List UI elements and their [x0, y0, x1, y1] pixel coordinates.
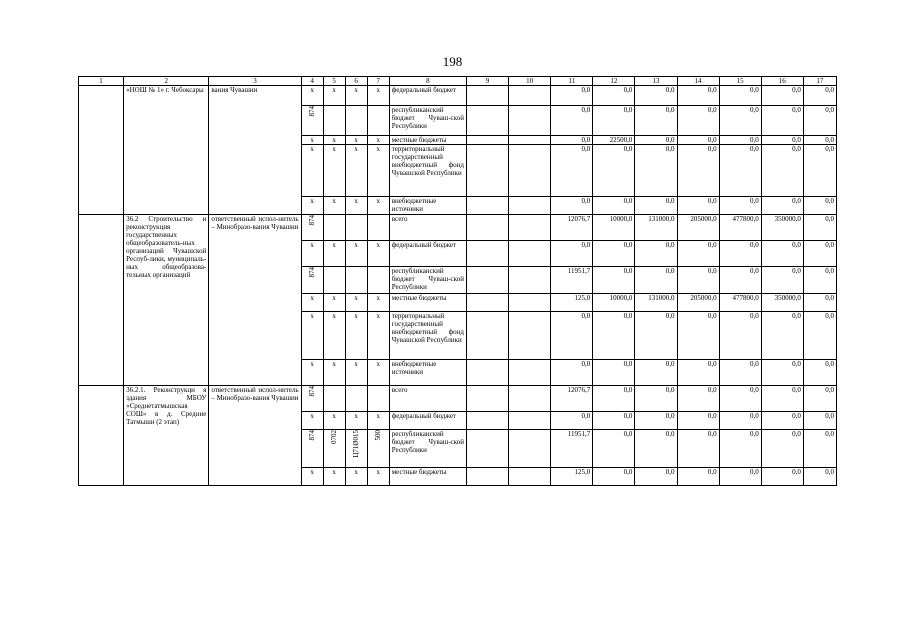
amount-cell: 0,0 [719, 267, 761, 294]
amount-cell: 0,0 [551, 241, 593, 267]
amount-cell: 0,0 [677, 136, 719, 145]
empty-cell [509, 215, 551, 241]
amount-cell: 125,0 [551, 468, 593, 486]
executor-cell: ответственный испол-нитель – Минобразо-вания Чувашии [209, 215, 301, 386]
amount-cell: 0,0 [761, 86, 803, 106]
amount-cell: 0,0 [803, 386, 836, 412]
empty-cell [466, 430, 508, 468]
funding-source-cell: федеральный бюджет [389, 412, 466, 430]
table-row [79, 215, 837, 241]
code-cell-c7: x [367, 412, 389, 430]
amount-cell: 0,0 [551, 197, 593, 215]
code-cell-c5: x [323, 86, 345, 106]
event-number-cell [79, 386, 124, 486]
code-cell-c7 [367, 106, 389, 136]
amount-cell: 0,0 [719, 136, 761, 145]
amount-cell: 0,0 [761, 197, 803, 215]
funding-source-cell: местные бюджеты [389, 468, 466, 486]
funding-source-cell: всего [389, 215, 466, 241]
empty-cell [466, 145, 508, 197]
code-cell-c5: x [323, 145, 345, 197]
amount-cell: 0,0 [593, 106, 635, 136]
code-cell-c4: x [301, 197, 323, 215]
code-cell-c6 [345, 386, 367, 412]
header-cell: 5 [323, 77, 345, 86]
amount-cell: 0,0 [677, 86, 719, 106]
code-cell-c4 [301, 430, 323, 468]
code-cell-c6: x [345, 294, 367, 312]
code-cell-c4: x [301, 241, 323, 267]
code-cell-c5: x [323, 360, 345, 386]
code-cell-c6: x [345, 412, 367, 430]
executor-cell: вания Чувашии [209, 86, 301, 215]
amount-cell: 0,0 [761, 136, 803, 145]
code-cell-c6 [345, 106, 367, 136]
empty-cell [509, 86, 551, 106]
event-name-cell: «НОШ № 1» г. Чебоксары [124, 86, 209, 215]
amount-cell: 0,0 [635, 386, 677, 412]
funding-source-cell: территориальный государственный внебюджетный фонд Чувашской Республики [389, 312, 466, 360]
amount-cell: 0,0 [719, 386, 761, 412]
empty-cell [466, 197, 508, 215]
code-cell-c6 [345, 267, 367, 294]
amount-cell: 0,0 [803, 430, 836, 468]
amount-cell: 0,0 [761, 145, 803, 197]
header-cell: 8 [389, 77, 466, 86]
amount-cell: 0,0 [551, 412, 593, 430]
empty-cell [509, 241, 551, 267]
vertical-code: 500 [374, 430, 383, 441]
executor-cell: ответственный испол-нитель – Минобразо-вания Чувашии [209, 386, 301, 486]
empty-cell [509, 136, 551, 145]
header-cell: 12 [593, 77, 635, 86]
code-cell-c4: x [301, 294, 323, 312]
code-cell-c5 [323, 267, 345, 294]
amount-cell: 0,0 [635, 145, 677, 197]
code-cell-c6: x [345, 312, 367, 360]
budget-table [78, 76, 837, 486]
amount-cell: 0,0 [803, 136, 836, 145]
header-cell: 16 [761, 77, 803, 86]
amount-cell: 131000,0 [635, 215, 677, 241]
amount-cell: 0,0 [635, 241, 677, 267]
amount-cell: 0,0 [677, 412, 719, 430]
code-cell-c5: x [323, 136, 345, 145]
amount-cell: 0,0 [635, 197, 677, 215]
empty-cell [509, 360, 551, 386]
empty-cell [509, 430, 551, 468]
event-number-cell [79, 86, 124, 215]
amount-cell: 0,0 [761, 386, 803, 412]
code-cell-c7: x [367, 86, 389, 106]
header-cell: 10 [509, 77, 551, 86]
amount-cell: 0,0 [677, 106, 719, 136]
header-cell: 15 [719, 77, 761, 86]
amount-cell: 0,0 [719, 360, 761, 386]
amount-cell: 477800,0 [719, 294, 761, 312]
amount-cell: 0,0 [593, 412, 635, 430]
amount-cell: 0,0 [677, 468, 719, 486]
amount-cell: 0,0 [719, 430, 761, 468]
amount-cell: 0,0 [593, 241, 635, 267]
header-cell: 2 [124, 77, 209, 86]
amount-cell: 0,0 [719, 106, 761, 136]
amount-cell: 205000,0 [677, 294, 719, 312]
code-cell-c5: x [323, 312, 345, 360]
empty-cell [466, 312, 508, 360]
amount-cell: 131000,0 [635, 294, 677, 312]
code-cell-c4 [301, 215, 323, 241]
header-row [79, 77, 837, 86]
funding-source-cell: местные бюджеты [389, 294, 466, 312]
amount-cell: 0,0 [761, 312, 803, 360]
code-cell-c6: x [345, 468, 367, 486]
vertical-code: 874 [308, 430, 317, 441]
amount-cell: 11951,7 [551, 267, 593, 294]
amount-cell: 12076,7 [551, 215, 593, 241]
empty-cell [466, 86, 508, 106]
amount-cell: 0,0 [635, 412, 677, 430]
amount-cell: 0,0 [593, 197, 635, 215]
amount-cell: 477800,0 [719, 215, 761, 241]
code-cell-c6: x [345, 197, 367, 215]
funding-source-cell: территориальный государственный внебюджетный фонд Чувашской Республики [389, 145, 466, 197]
amount-cell: 0,0 [677, 312, 719, 360]
header-cell: 11 [551, 77, 593, 86]
amount-cell: 0,0 [803, 312, 836, 360]
amount-cell: 0,0 [593, 86, 635, 106]
code-cell-c7: x [367, 294, 389, 312]
code-cell-c7: x [367, 136, 389, 145]
funding-source-cell: всего [389, 386, 466, 412]
amount-cell: 0,0 [551, 136, 593, 145]
table-row [79, 86, 837, 106]
amount-cell: 350000,0 [761, 215, 803, 241]
amount-cell: 205000,0 [677, 215, 719, 241]
code-cell-c5: x [323, 241, 345, 267]
amount-cell: 0,0 [677, 430, 719, 468]
header-cell: 1 [79, 77, 124, 86]
amount-cell: 0,0 [635, 136, 677, 145]
empty-cell [466, 241, 508, 267]
header-cell: 13 [635, 77, 677, 86]
code-cell-c4 [301, 267, 323, 294]
amount-cell: 0,0 [677, 360, 719, 386]
amount-cell: 0,0 [719, 241, 761, 267]
amount-cell: 0,0 [803, 86, 836, 106]
code-cell-c7 [367, 215, 389, 241]
code-cell-c7: x [367, 197, 389, 215]
amount-cell: 0,0 [719, 312, 761, 360]
amount-cell: 0,0 [635, 106, 677, 136]
amount-cell: 0,0 [803, 267, 836, 294]
empty-cell [466, 294, 508, 312]
code-cell-c7: x [367, 145, 389, 197]
amount-cell: 0,0 [551, 145, 593, 197]
amount-cell: 0,0 [803, 468, 836, 486]
amount-cell: 0,0 [719, 468, 761, 486]
amount-cell: 0,0 [593, 430, 635, 468]
code-cell-c4: x [301, 360, 323, 386]
empty-cell [509, 267, 551, 294]
code-cell-c7 [367, 430, 389, 468]
amount-cell: 350000,0 [761, 294, 803, 312]
table-row [79, 386, 837, 412]
amount-cell: 0,0 [719, 86, 761, 106]
amount-cell: 0,0 [761, 360, 803, 386]
amount-cell: 0,0 [635, 86, 677, 106]
code-cell-c4: x [301, 312, 323, 360]
code-cell-c5: x [323, 197, 345, 215]
empty-cell [466, 136, 508, 145]
funding-source-cell: республиканский бюджет Чуваш-ской Республики [389, 267, 466, 294]
event-name-cell: 36.2 Строительство и реконструкция государственных общеобразователь-ных организаций Чувашской Респуб-лики, муниципаль-ных общеобразова-тельных организаций [124, 215, 209, 386]
code-cell-c7: x [367, 360, 389, 386]
code-cell-c7 [367, 267, 389, 294]
header-cell: 4 [301, 77, 323, 86]
amount-cell: 0,0 [635, 312, 677, 360]
code-cell-c4: x [301, 86, 323, 106]
event-name-cell: 36.2.1. Реконструкци я здания МБОУ «Среднетатмышская СОШ» в д. Средние Татмыши (2 этап) [124, 386, 209, 486]
empty-cell [509, 468, 551, 486]
amount-cell: 0,0 [677, 145, 719, 197]
amount-cell: 0,0 [719, 197, 761, 215]
header-cell: 14 [677, 77, 719, 86]
amount-cell: 22500,0 [593, 136, 635, 145]
funding-source-cell: внебюджетные источники [389, 360, 466, 386]
code-cell-c5 [323, 386, 345, 412]
vertical-code: 874 [308, 386, 317, 397]
amount-cell: 10000,0 [593, 215, 635, 241]
amount-cell: 0,0 [719, 412, 761, 430]
amount-cell: 0,0 [593, 145, 635, 197]
empty-cell [466, 267, 508, 294]
empty-cell [509, 145, 551, 197]
code-cell-c4 [301, 386, 323, 412]
amount-cell: 0,0 [551, 312, 593, 360]
code-cell-c6: x [345, 241, 367, 267]
empty-cell [509, 197, 551, 215]
code-cell-c6 [345, 215, 367, 241]
code-cell-c6: x [345, 360, 367, 386]
funding-source-cell: республиканский бюджет Чуваш-ской Республики [389, 430, 466, 468]
amount-cell: 0,0 [803, 215, 836, 241]
amount-cell: 0,0 [593, 312, 635, 360]
amount-cell: 0,0 [635, 360, 677, 386]
amount-cell: 0,0 [677, 197, 719, 215]
amount-cell: 0,0 [551, 86, 593, 106]
vertical-code: Ц71Ø015 [352, 430, 361, 458]
amount-cell: 0,0 [677, 386, 719, 412]
amount-cell: 0,0 [761, 267, 803, 294]
amount-cell: 125,0 [551, 294, 593, 312]
code-cell-c6: x [345, 86, 367, 106]
code-cell-c5: x [323, 294, 345, 312]
code-cell-c6 [345, 430, 367, 468]
empty-cell [466, 412, 508, 430]
event-number-cell [79, 215, 124, 386]
code-cell-c5 [323, 215, 345, 241]
amount-cell: 0,0 [803, 294, 836, 312]
code-cell-c6: x [345, 136, 367, 145]
amount-cell: 0,0 [593, 267, 635, 294]
amount-cell: 0,0 [761, 241, 803, 267]
amount-cell: 0,0 [677, 241, 719, 267]
header-cell: 17 [803, 77, 836, 86]
header-cell: 9 [466, 77, 508, 86]
code-cell-c5: x [323, 468, 345, 486]
code-cell-c4 [301, 106, 323, 136]
empty-cell [509, 386, 551, 412]
funding-source-cell: внебюджетные источники [389, 197, 466, 215]
amount-cell: 0,0 [635, 267, 677, 294]
code-cell-c6: x [345, 145, 367, 197]
code-cell-c5 [323, 106, 345, 136]
vertical-code: 0702 [330, 430, 339, 444]
amount-cell: 0,0 [593, 360, 635, 386]
empty-cell [466, 386, 508, 412]
empty-cell [466, 106, 508, 136]
code-cell-c4: x [301, 136, 323, 145]
amount-cell: 0,0 [803, 360, 836, 386]
amount-cell: 0,0 [803, 145, 836, 197]
amount-cell: 0,0 [635, 430, 677, 468]
amount-cell: 0,0 [551, 360, 593, 386]
amount-cell: 10000,0 [593, 294, 635, 312]
amount-cell: 0,0 [761, 106, 803, 136]
amount-cell: 0,0 [761, 412, 803, 430]
code-cell-c4: x [301, 145, 323, 197]
code-cell-c4: x [301, 468, 323, 486]
empty-cell [509, 312, 551, 360]
code-cell-c7 [367, 386, 389, 412]
page-number: 198 [442, 54, 463, 69]
empty-cell [466, 360, 508, 386]
empty-cell [509, 294, 551, 312]
empty-cell [509, 412, 551, 430]
vertical-code: 874 [308, 106, 317, 117]
code-cell-c7: x [367, 468, 389, 486]
amount-cell: 0,0 [803, 241, 836, 267]
empty-cell [466, 215, 508, 241]
vertical-code: 874 [308, 267, 317, 278]
funding-source-cell: местные бюджеты [389, 136, 466, 145]
empty-cell [509, 106, 551, 136]
header-cell: 7 [367, 77, 389, 86]
code-cell-c5 [323, 430, 345, 468]
amount-cell: 0,0 [677, 267, 719, 294]
header-cell: 3 [209, 77, 301, 86]
code-cell-c4: x [301, 412, 323, 430]
amount-cell: 0,0 [803, 412, 836, 430]
amount-cell: 0,0 [803, 106, 836, 136]
amount-cell: 11951,7 [551, 430, 593, 468]
funding-source-cell: республиканский бюджет Чуваш-ской Республики [389, 106, 466, 136]
code-cell-c5: x [323, 412, 345, 430]
amount-cell: 0,0 [593, 468, 635, 486]
amount-cell: 0,0 [803, 197, 836, 215]
code-cell-c7: x [367, 241, 389, 267]
amount-cell: 0,0 [719, 145, 761, 197]
vertical-code: 874 [308, 215, 317, 226]
amount-cell: 0,0 [593, 386, 635, 412]
amount-cell: 0,0 [761, 430, 803, 468]
header-cell: 6 [345, 77, 367, 86]
amount-cell: 0,0 [635, 468, 677, 486]
amount-cell: 0,0 [761, 468, 803, 486]
amount-cell: 0,0 [551, 106, 593, 136]
funding-source-cell: федеральный бюджет [389, 86, 466, 106]
funding-source-cell: федеральный бюджет [389, 241, 466, 267]
empty-cell [466, 468, 508, 486]
code-cell-c7: x [367, 312, 389, 360]
amount-cell: 12076,7 [551, 386, 593, 412]
